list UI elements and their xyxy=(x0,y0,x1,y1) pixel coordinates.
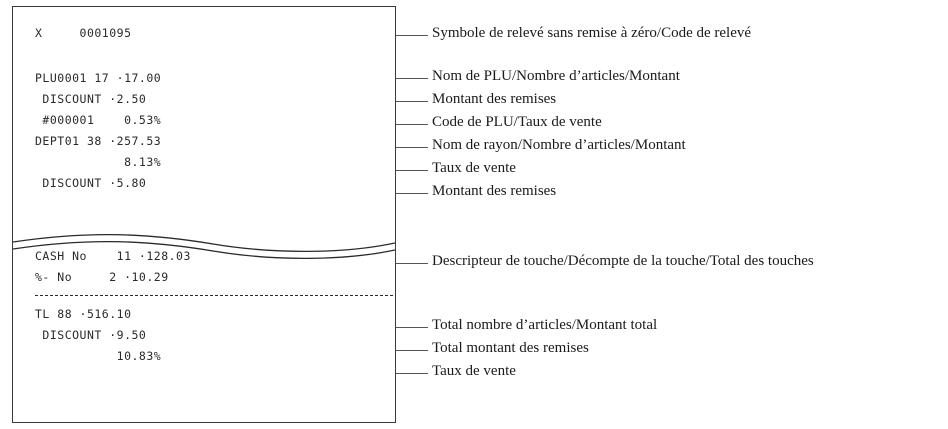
leader-line xyxy=(396,373,428,374)
receipt-line-total: TL 88 ·516.10 xyxy=(35,307,132,321)
leader-line xyxy=(396,101,428,102)
leader-line xyxy=(396,193,428,194)
annotation-plu-code: Code de PLU/Taux de vente xyxy=(432,114,602,130)
annotation-total: Total nombre d’articles/Montant total xyxy=(432,317,658,333)
receipt-line-plu-code: #000001 0.53% xyxy=(35,113,162,127)
annotation-plu-discount: Montant des remises xyxy=(432,91,557,107)
receipt-line-plu: PLU0001 17 ·17.00 xyxy=(35,71,162,85)
receipt-line-dept: DEPT01 38 ·257.53 xyxy=(35,134,162,148)
receipt-line-dept-discount: DISCOUNT ·5.80 xyxy=(35,176,147,190)
leader-line xyxy=(396,263,428,264)
leader-line xyxy=(396,124,428,125)
leader-line xyxy=(396,350,428,351)
receipt-line-plu-discount: DISCOUNT ·2.50 xyxy=(35,92,147,106)
receipt-line-report-code: X 0001095 xyxy=(35,26,132,40)
leader-line xyxy=(396,327,428,328)
receipt-line-percent-minus: %- No 2 ·10.29 xyxy=(35,270,169,284)
leader-line xyxy=(396,147,428,148)
annotation-dept-rate: Taux de vente xyxy=(432,160,516,176)
leader-line xyxy=(396,35,428,36)
receipt-line-dept-rate: 8.13% xyxy=(35,155,162,169)
annotation-dept-discount: Montant des remises xyxy=(432,183,557,199)
receipt xyxy=(12,6,396,423)
annotation-plu: Nom de PLU/Nombre d’articles/Montant xyxy=(432,68,680,84)
receipt-line-total-rate: 10.83% xyxy=(35,349,162,363)
receipt-line-total-discount: DISCOUNT ·9.50 xyxy=(35,328,147,342)
leader-line xyxy=(396,78,428,79)
annotation-total-discount: Total montant des remises xyxy=(432,340,589,356)
annotation-total-rate: Taux de vente xyxy=(432,363,516,379)
annotation-dept: Nom de rayon/Nombre d’articles/Montant xyxy=(432,137,686,153)
annotation-key: Descripteur de touche/Décompte de la touche/Total des touches xyxy=(432,253,814,269)
annotation-report-code: Symbole de relevé sans remise à zéro/Code de relevé xyxy=(432,25,752,41)
leader-line xyxy=(396,170,428,171)
receipt-line-cash: CASH No 11 ·128.03 xyxy=(35,249,191,263)
receipt-dashed-separator xyxy=(35,295,393,296)
